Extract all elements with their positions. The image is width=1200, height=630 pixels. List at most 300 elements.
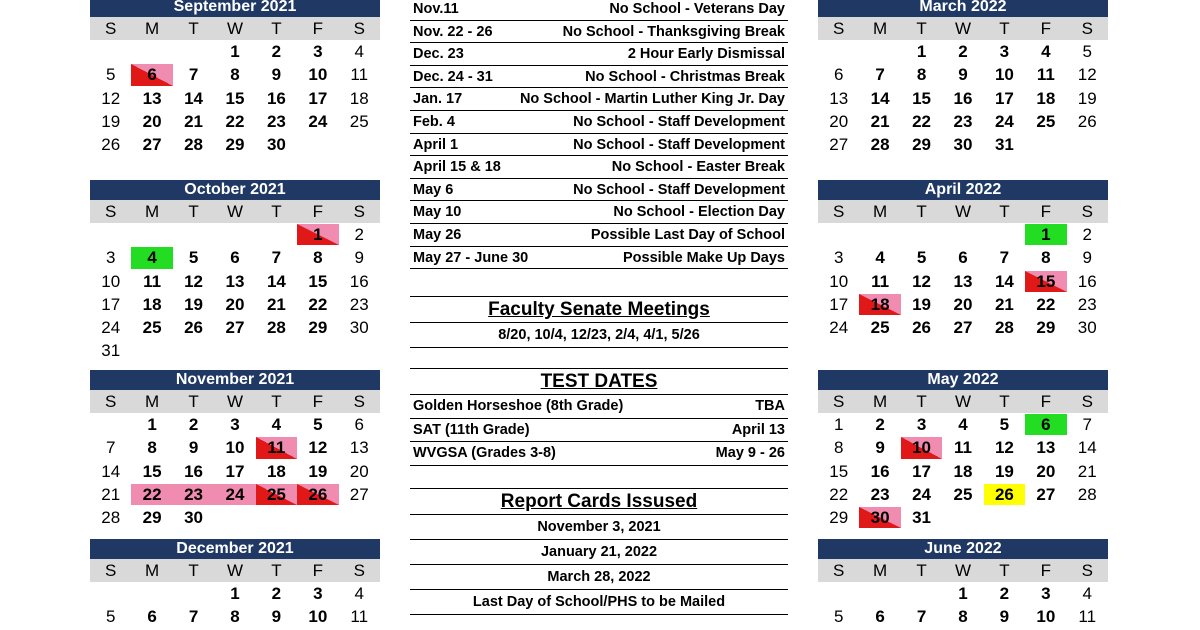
event-date: May 6 — [413, 181, 454, 198]
event-date: Nov.11 — [413, 1, 459, 17]
calendar-day: 4 — [354, 584, 364, 603]
weekday-label: T — [916, 392, 927, 411]
calendar-day: 1 — [230, 42, 240, 61]
calendar-day: 2 — [271, 584, 282, 603]
calendar-day: 14 — [1077, 438, 1097, 458]
calendar-day: 9 — [354, 248, 364, 268]
test-dates-section — [410, 368, 788, 489]
calendar-day — [859, 40, 900, 63]
calendar-day: 18 — [349, 88, 369, 108]
calendar-day — [1067, 506, 1108, 529]
calendar-day: 18 — [266, 461, 286, 481]
weekday-label: T — [271, 561, 282, 580]
calendar-day: 14 — [101, 461, 121, 481]
calendar-day: 31 — [101, 341, 121, 361]
calendar-day — [297, 506, 338, 529]
calendar-day: 20 — [829, 111, 849, 131]
calendar-week — [818, 133, 1108, 156]
calendar-day: 21 — [184, 111, 204, 131]
test-date: TBA — [755, 398, 785, 414]
calendar-day: 10 — [829, 271, 849, 291]
calendar-day: 3 — [833, 248, 844, 268]
weekday-label: T — [188, 392, 199, 411]
event-description: No School - Easter Break — [611, 159, 785, 176]
weekday-label: S — [833, 392, 845, 411]
calendar-day — [297, 339, 338, 362]
event-row — [410, 179, 788, 202]
report-card-date: November 3, 2021 — [410, 515, 788, 540]
calendar-day: 19 — [994, 461, 1014, 481]
calendar-week — [90, 246, 380, 269]
calendar-march-2022 — [818, 0, 1108, 156]
month-title: September 2021 — [90, 0, 380, 17]
calendar-november-2021 — [90, 370, 380, 529]
weekday-label: F — [1040, 392, 1052, 411]
event-date: April 15 & 18 — [413, 159, 501, 176]
calendar-day: 17 — [308, 88, 328, 108]
calendar-day: 21 — [870, 111, 890, 131]
calendar-day: 5 — [188, 248, 199, 268]
calendar-day: 11 — [256, 437, 297, 458]
event-description: No School - Martin Luther King Jr. Day — [519, 91, 785, 108]
calendar-week — [90, 270, 380, 293]
calendar-day — [859, 582, 900, 605]
calendar-day: 25 — [870, 318, 890, 338]
calendar-day: 29 — [829, 508, 849, 528]
weekday-label: S — [353, 561, 365, 580]
calendar-week — [818, 506, 1108, 529]
calendar-day: 8 — [230, 607, 240, 627]
event-row — [410, 66, 788, 89]
calendar-day — [901, 582, 942, 605]
calendar-day: 7 — [105, 438, 116, 458]
calendar-day — [90, 413, 131, 436]
calendar-day: 1 — [147, 415, 157, 434]
calendar-day — [818, 40, 859, 63]
event-date: Dec. 24 - 31 — [413, 68, 493, 85]
calendar-day: 22 — [1036, 294, 1056, 314]
calendar-day: 28 — [266, 318, 286, 338]
calendar-day: 16 — [870, 461, 890, 481]
calendar-day: 8 — [147, 438, 157, 458]
calendar-day: 2 — [271, 42, 282, 61]
month-title: March 2022 — [818, 0, 1108, 17]
calendar-day: 7 — [271, 248, 282, 268]
calendar-day: 2 — [354, 225, 364, 244]
calendar-day: 5 — [105, 65, 116, 85]
calendar-day: 4 — [354, 42, 364, 61]
weekday-label: M — [873, 561, 888, 580]
weekday-label: T — [999, 392, 1010, 411]
calendar-day: 21 — [994, 294, 1014, 314]
calendar-day: 13 — [142, 88, 162, 108]
calendar-day: 27 — [1036, 484, 1056, 504]
weekday-label: M — [873, 392, 888, 411]
calendar-day: 22 — [912, 111, 932, 131]
calendar-day: 13 — [829, 88, 849, 108]
calendar-day: 4 — [1082, 584, 1092, 603]
calendar-day: 10 — [901, 437, 942, 458]
calendar-day — [818, 223, 859, 246]
calendar-day: 26 — [984, 484, 1025, 505]
calendar-day: 28 — [184, 135, 204, 155]
calendar-day: 26 — [912, 318, 932, 338]
calendar-day: 16 — [266, 88, 286, 108]
calendar-day: 5 — [1082, 42, 1092, 61]
event-row — [410, 0, 788, 21]
calendar-week — [90, 582, 380, 605]
weekday-label: F — [1040, 202, 1052, 221]
calendar-day: 6 — [833, 65, 844, 85]
report-card-date: Last Day of School/PHS to be Mailed — [410, 590, 788, 615]
calendar-day: 12 — [184, 271, 204, 291]
weekday-label: T — [271, 392, 282, 411]
event-date: April 1 — [413, 136, 459, 153]
event-description: No School - Thanksgiving Break — [562, 23, 785, 40]
calendar-day: 23 — [1077, 294, 1097, 314]
calendar-day: 4 — [271, 415, 282, 434]
weekday-label: T — [271, 19, 282, 38]
calendar-day — [339, 133, 380, 156]
calendar-day — [942, 506, 983, 529]
weekday-label: T — [916, 19, 927, 38]
calendar-day: 8 — [1041, 248, 1051, 268]
event-row — [410, 156, 788, 179]
calendar-day: 10 — [308, 65, 328, 85]
weekday-label: T — [999, 202, 1010, 221]
calendar-week — [818, 246, 1108, 269]
weekday-label: W — [226, 392, 243, 411]
calendar-day: 18 — [953, 461, 973, 481]
calendar-week — [90, 110, 380, 133]
month-title: June 2022 — [818, 539, 1108, 559]
calendar-day: 27 — [142, 135, 162, 155]
calendar-day: 13 — [1036, 438, 1056, 458]
calendar-day: 7 — [999, 248, 1010, 268]
calendar-day: 25 — [256, 484, 297, 505]
calendar-day: 16 — [1077, 271, 1097, 291]
event-date: Dec. 23 — [413, 46, 464, 63]
test-name: WVGSA (Grades 3-8) — [413, 445, 556, 461]
weekday-label: T — [999, 561, 1010, 580]
calendar-day — [131, 582, 172, 605]
calendar-day: 7 — [188, 607, 199, 627]
calendar-week — [90, 133, 380, 156]
calendar-week — [818, 483, 1108, 506]
weekday-label: S — [353, 19, 365, 38]
month-title: October 2021 — [90, 180, 380, 200]
calendar-day: 5 — [916, 248, 927, 268]
calendar-day: 3 — [999, 42, 1010, 61]
weekday-header — [90, 559, 380, 582]
calendar-day: 11 — [871, 271, 890, 291]
event-row — [410, 43, 788, 66]
calendar-week — [818, 436, 1108, 459]
weekday-label: W — [954, 392, 971, 411]
calendar-day: 21 — [101, 484, 121, 504]
calendar-day — [984, 223, 1025, 246]
calendar-day: 2 — [958, 42, 968, 61]
calendar-day: 7 — [1082, 415, 1092, 434]
calendar-day: 27 — [829, 135, 849, 155]
calendar-day: 6 — [230, 248, 240, 268]
calendar-day: 12 — [912, 271, 932, 291]
calendar-june-2022 — [818, 539, 1108, 629]
calendar-week — [90, 436, 380, 459]
calendar-day: 18 — [859, 294, 900, 315]
calendar-day: 10 — [101, 271, 121, 291]
calendar-day: 6 — [131, 64, 172, 85]
weekday-label: M — [873, 202, 888, 221]
weekday-label: T — [188, 561, 199, 580]
calendar-day: 21 — [266, 294, 286, 314]
weekday-label: F — [312, 19, 324, 38]
calendar-day: 1 — [230, 584, 240, 603]
weekday-label: F — [312, 561, 324, 580]
calendar-day: 14 — [184, 88, 204, 108]
event-date: May 26 — [413, 226, 462, 243]
weekday-label: S — [105, 392, 117, 411]
calendar-day: 7 — [916, 607, 927, 627]
calendar-day: 1 — [916, 42, 927, 61]
calendar-day: 15 — [1025, 271, 1066, 292]
calendar-day: 26 — [101, 135, 121, 155]
calendar-week — [818, 582, 1108, 605]
calendar-day: 29 — [225, 135, 245, 155]
calendar-day: 9 — [1082, 248, 1092, 268]
report-cards-title: Report Cards Issused — [500, 491, 698, 512]
calendar-day: 26 — [297, 484, 338, 505]
calendar-day — [984, 506, 1025, 529]
calendar-week — [90, 483, 380, 506]
calendar-day: 3 — [1041, 584, 1051, 603]
calendar-day: 10 — [225, 438, 245, 458]
event-description: Possible Make Up Days — [623, 249, 785, 266]
weekday-label: S — [105, 19, 117, 38]
calendar-day: 22 — [131, 484, 172, 505]
calendar-day — [942, 223, 983, 246]
calendar-day: 1 — [958, 584, 968, 603]
calendar-day: 30 — [953, 135, 973, 155]
calendar-week — [818, 40, 1108, 63]
faculty-senate-title: Faculty Senate Meetings — [488, 299, 710, 320]
weekday-label: M — [145, 392, 160, 411]
calendar-day: 30 — [184, 508, 204, 528]
month-title: April 2022 — [818, 180, 1108, 200]
calendar-day — [90, 40, 131, 63]
calendar-day: 13 — [225, 271, 245, 291]
calendar-day: 12 — [308, 438, 328, 458]
weekday-label: W — [954, 561, 971, 580]
event-date: May 27 - June 30 — [413, 249, 529, 266]
calendar-week — [818, 316, 1108, 339]
calendar-day: 23 — [266, 111, 286, 131]
weekday-label: S — [833, 19, 845, 38]
calendar-day — [256, 506, 297, 529]
event-row — [410, 201, 788, 224]
calendar-day: 15 — [912, 88, 932, 108]
event-date: Jan. 17 — [413, 91, 463, 108]
calendar-day: 5 — [313, 415, 323, 434]
calendar-day — [256, 223, 297, 246]
calendar-day: 10 — [994, 65, 1014, 85]
calendar-day: 2 — [999, 584, 1010, 603]
calendar-day: 13 — [953, 271, 973, 291]
report-cards-section — [410, 489, 788, 615]
weekday-label: S — [1081, 392, 1093, 411]
calendar-day: 19 — [308, 461, 328, 481]
calendar-day: 16 — [953, 88, 973, 108]
calendar-day: 9 — [271, 607, 282, 627]
calendar-day: 17 — [101, 294, 121, 314]
weekday-label: W — [226, 202, 243, 221]
calendar-day — [90, 582, 131, 605]
calendar-day: 10 — [1036, 607, 1056, 627]
calendar-day: 11 — [1036, 65, 1055, 85]
calendar-day: 30 — [266, 135, 286, 155]
calendar-april-2022 — [818, 180, 1108, 339]
calendar-day: 20 — [1036, 461, 1056, 481]
calendar-day: 11 — [953, 438, 972, 458]
faculty-senate-dates: 8/20, 10/4, 12/23, 2/4, 4/1, 5/26 — [410, 322, 788, 348]
test-name: Golden Horseshoe (8th Grade) — [413, 398, 624, 414]
calendar-day: 4 — [958, 415, 968, 434]
calendar-day: 8 — [958, 607, 968, 627]
weekday-label: T — [188, 202, 199, 221]
calendar-week — [818, 110, 1108, 133]
calendar-day: 17 — [994, 88, 1014, 108]
weekday-label: M — [145, 561, 160, 580]
calendar-week — [818, 223, 1108, 246]
calendar-day — [339, 506, 380, 529]
calendar-day: 20 — [142, 111, 162, 131]
calendar-day — [214, 339, 255, 362]
calendar-day: 24 — [994, 111, 1014, 131]
calendar-day: 27 — [349, 484, 369, 504]
calendar-day — [256, 339, 297, 362]
calendar-day: 8 — [833, 438, 844, 458]
weekday-label: W — [954, 202, 971, 221]
calendar-day: 29 — [308, 318, 328, 338]
calendar-week — [818, 605, 1108, 628]
event-description: Possible Last Day of School — [590, 226, 785, 243]
month-title: May 2022 — [818, 370, 1108, 390]
calendar-day: 25 — [1036, 111, 1056, 131]
calendar-day: 5 — [105, 607, 116, 627]
calendar-week — [90, 413, 380, 436]
event-description: No School - Christmas Break — [585, 68, 785, 85]
calendar-day: 17 — [912, 461, 932, 481]
weekday-header — [818, 390, 1108, 413]
calendar-day: 6 — [875, 607, 885, 627]
calendar-day: 6 — [958, 248, 968, 268]
calendar-day: 24 — [829, 318, 849, 338]
calendar-day: 6 — [147, 607, 157, 627]
event-description: 2 Hour Early Dismissal — [627, 46, 785, 63]
calendar-day — [901, 223, 942, 246]
calendar-day: 4 — [131, 247, 172, 268]
event-row — [410, 134, 788, 157]
month-title: November 2021 — [90, 370, 380, 390]
calendar-day: 11 — [350, 607, 369, 627]
calendar-day: 29 — [142, 508, 162, 528]
calendar-day: 18 — [1036, 88, 1056, 108]
faculty-senate-section — [410, 296, 788, 369]
calendar-day: 13 — [349, 438, 369, 458]
weekday-label: T — [916, 202, 927, 221]
calendar-day: 31 — [912, 508, 932, 528]
calendar-day: 10 — [308, 607, 328, 627]
calendar-week — [818, 87, 1108, 110]
calendar-day: 17 — [225, 461, 245, 481]
event-description: No School - Staff Development — [573, 113, 785, 130]
event-row — [410, 111, 788, 134]
weekday-header — [818, 559, 1108, 582]
calendar-day: 12 — [1077, 65, 1097, 85]
calendar-day: 3 — [313, 42, 323, 61]
weekday-label: F — [1040, 19, 1052, 38]
calendar-day: 1 — [833, 415, 844, 434]
weekday-header — [90, 200, 380, 223]
calendar-day: 14 — [870, 88, 890, 108]
weekday-label: S — [353, 202, 365, 221]
calendar-day: 29 — [912, 135, 932, 155]
calendar-day: 11 — [1078, 607, 1097, 627]
weekday-label: T — [271, 202, 282, 221]
event-row — [410, 247, 788, 270]
calendar-week — [90, 339, 380, 362]
weekday-label: S — [1081, 202, 1093, 221]
calendar-day — [173, 40, 214, 63]
calendar-day: 24 — [912, 484, 932, 504]
calendar-day: 3 — [916, 415, 927, 434]
calendar-day: 19 — [912, 294, 932, 314]
month-title: December 2021 — [90, 539, 380, 559]
calendar-day: 15 — [142, 461, 162, 481]
weekday-label: M — [145, 202, 160, 221]
test-dates-title: TEST DATES — [540, 371, 658, 392]
calendar-day: 24 — [101, 318, 121, 338]
calendar-october-2021 — [90, 180, 380, 363]
calendar-day: 3 — [105, 248, 116, 268]
calendar-week — [818, 293, 1108, 316]
weekday-header — [90, 17, 380, 40]
calendar-day: 22 — [225, 111, 245, 131]
calendar-may-2022 — [818, 370, 1108, 529]
test-row — [410, 419, 788, 443]
calendar-day: 25 — [953, 484, 973, 504]
event-description: No School - Staff Development — [573, 136, 785, 153]
calendar-day: 9 — [271, 65, 282, 85]
calendar-day: 11 — [143, 271, 162, 291]
weekday-label: S — [833, 202, 845, 221]
calendar-day: 15 — [225, 88, 245, 108]
calendar-week — [90, 293, 380, 316]
calendar-week — [90, 316, 380, 339]
calendar-day: 22 — [308, 294, 328, 314]
calendar-day — [339, 339, 380, 362]
calendar-day — [214, 223, 255, 246]
calendar-day: 5 — [833, 607, 844, 627]
calendar-day — [131, 339, 172, 362]
weekday-label: M — [873, 19, 888, 38]
weekday-label: S — [1081, 19, 1093, 38]
calendar-day: 8 — [916, 65, 927, 85]
calendar-day: 19 — [101, 111, 121, 131]
calendar-week — [818, 460, 1108, 483]
calendar-day: 28 — [1077, 484, 1097, 504]
weekday-label: T — [916, 561, 927, 580]
